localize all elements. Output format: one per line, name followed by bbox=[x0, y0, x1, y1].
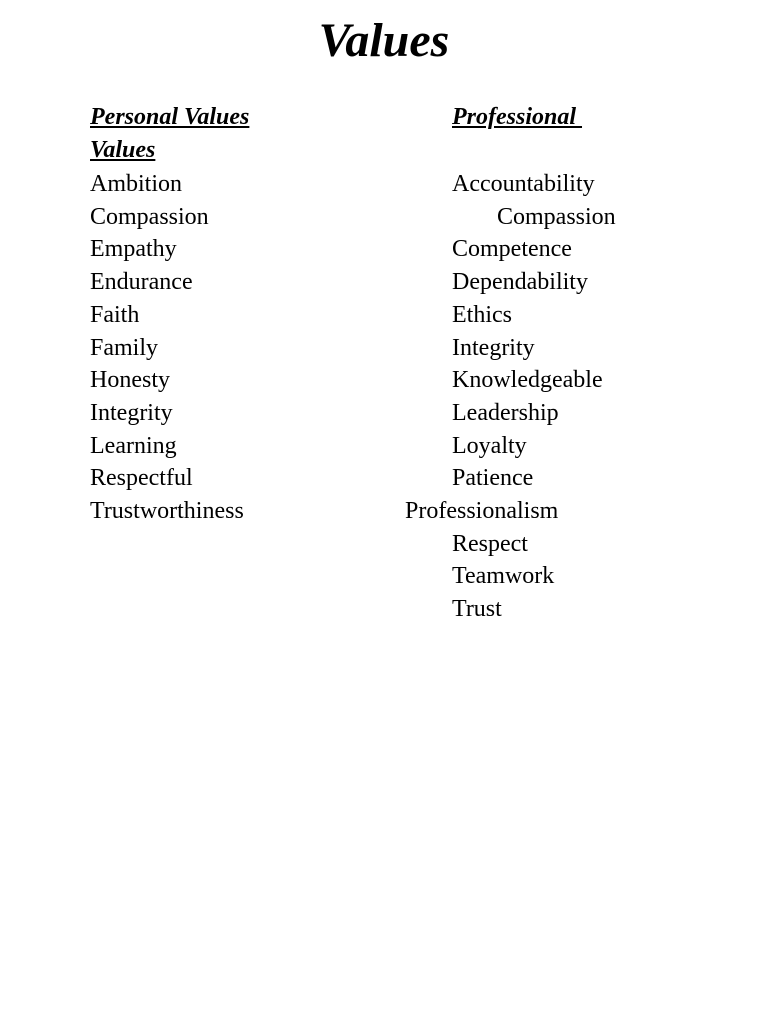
list-item: Respectful bbox=[90, 465, 193, 492]
professional-values-list bbox=[405, 168, 616, 626]
list-item: Honesty bbox=[90, 367, 170, 394]
list-item: Teamwork bbox=[452, 563, 555, 590]
list-item: Patience bbox=[452, 465, 534, 492]
list-item: Trustworthiness bbox=[90, 498, 244, 525]
list-item: Respect bbox=[452, 530, 528, 557]
values-heading: Values bbox=[90, 137, 156, 163]
list-item: Trust bbox=[452, 596, 502, 623]
list-item: Endurance bbox=[90, 269, 193, 296]
list-item: Ethics bbox=[452, 301, 512, 328]
list-item: Dependability bbox=[452, 269, 588, 296]
list-item: Accountability bbox=[452, 171, 595, 197]
personal-values-list bbox=[90, 168, 244, 528]
document-title: Values bbox=[318, 14, 450, 67]
list-item: Integrity bbox=[90, 399, 173, 426]
list-item: Integrity bbox=[452, 334, 535, 361]
list-item: Family bbox=[90, 334, 159, 361]
list-item: Competence bbox=[452, 236, 572, 263]
list-item: Empathy bbox=[90, 236, 177, 263]
personal-values-heading: Personal Values bbox=[90, 104, 250, 130]
list-item: Compassion bbox=[90, 203, 209, 230]
list-item: Faith bbox=[90, 301, 140, 328]
list-item: Compassion bbox=[497, 203, 616, 230]
professional-heading: Professional bbox=[452, 104, 583, 130]
list-item: Professionalism bbox=[405, 498, 559, 525]
list-item: Loyalty bbox=[452, 432, 527, 459]
list-item: Leadership bbox=[452, 399, 559, 426]
list-item: Ambition bbox=[90, 171, 183, 197]
list-item: Learning bbox=[90, 432, 177, 459]
list-item: Knowledgeable bbox=[452, 367, 603, 394]
